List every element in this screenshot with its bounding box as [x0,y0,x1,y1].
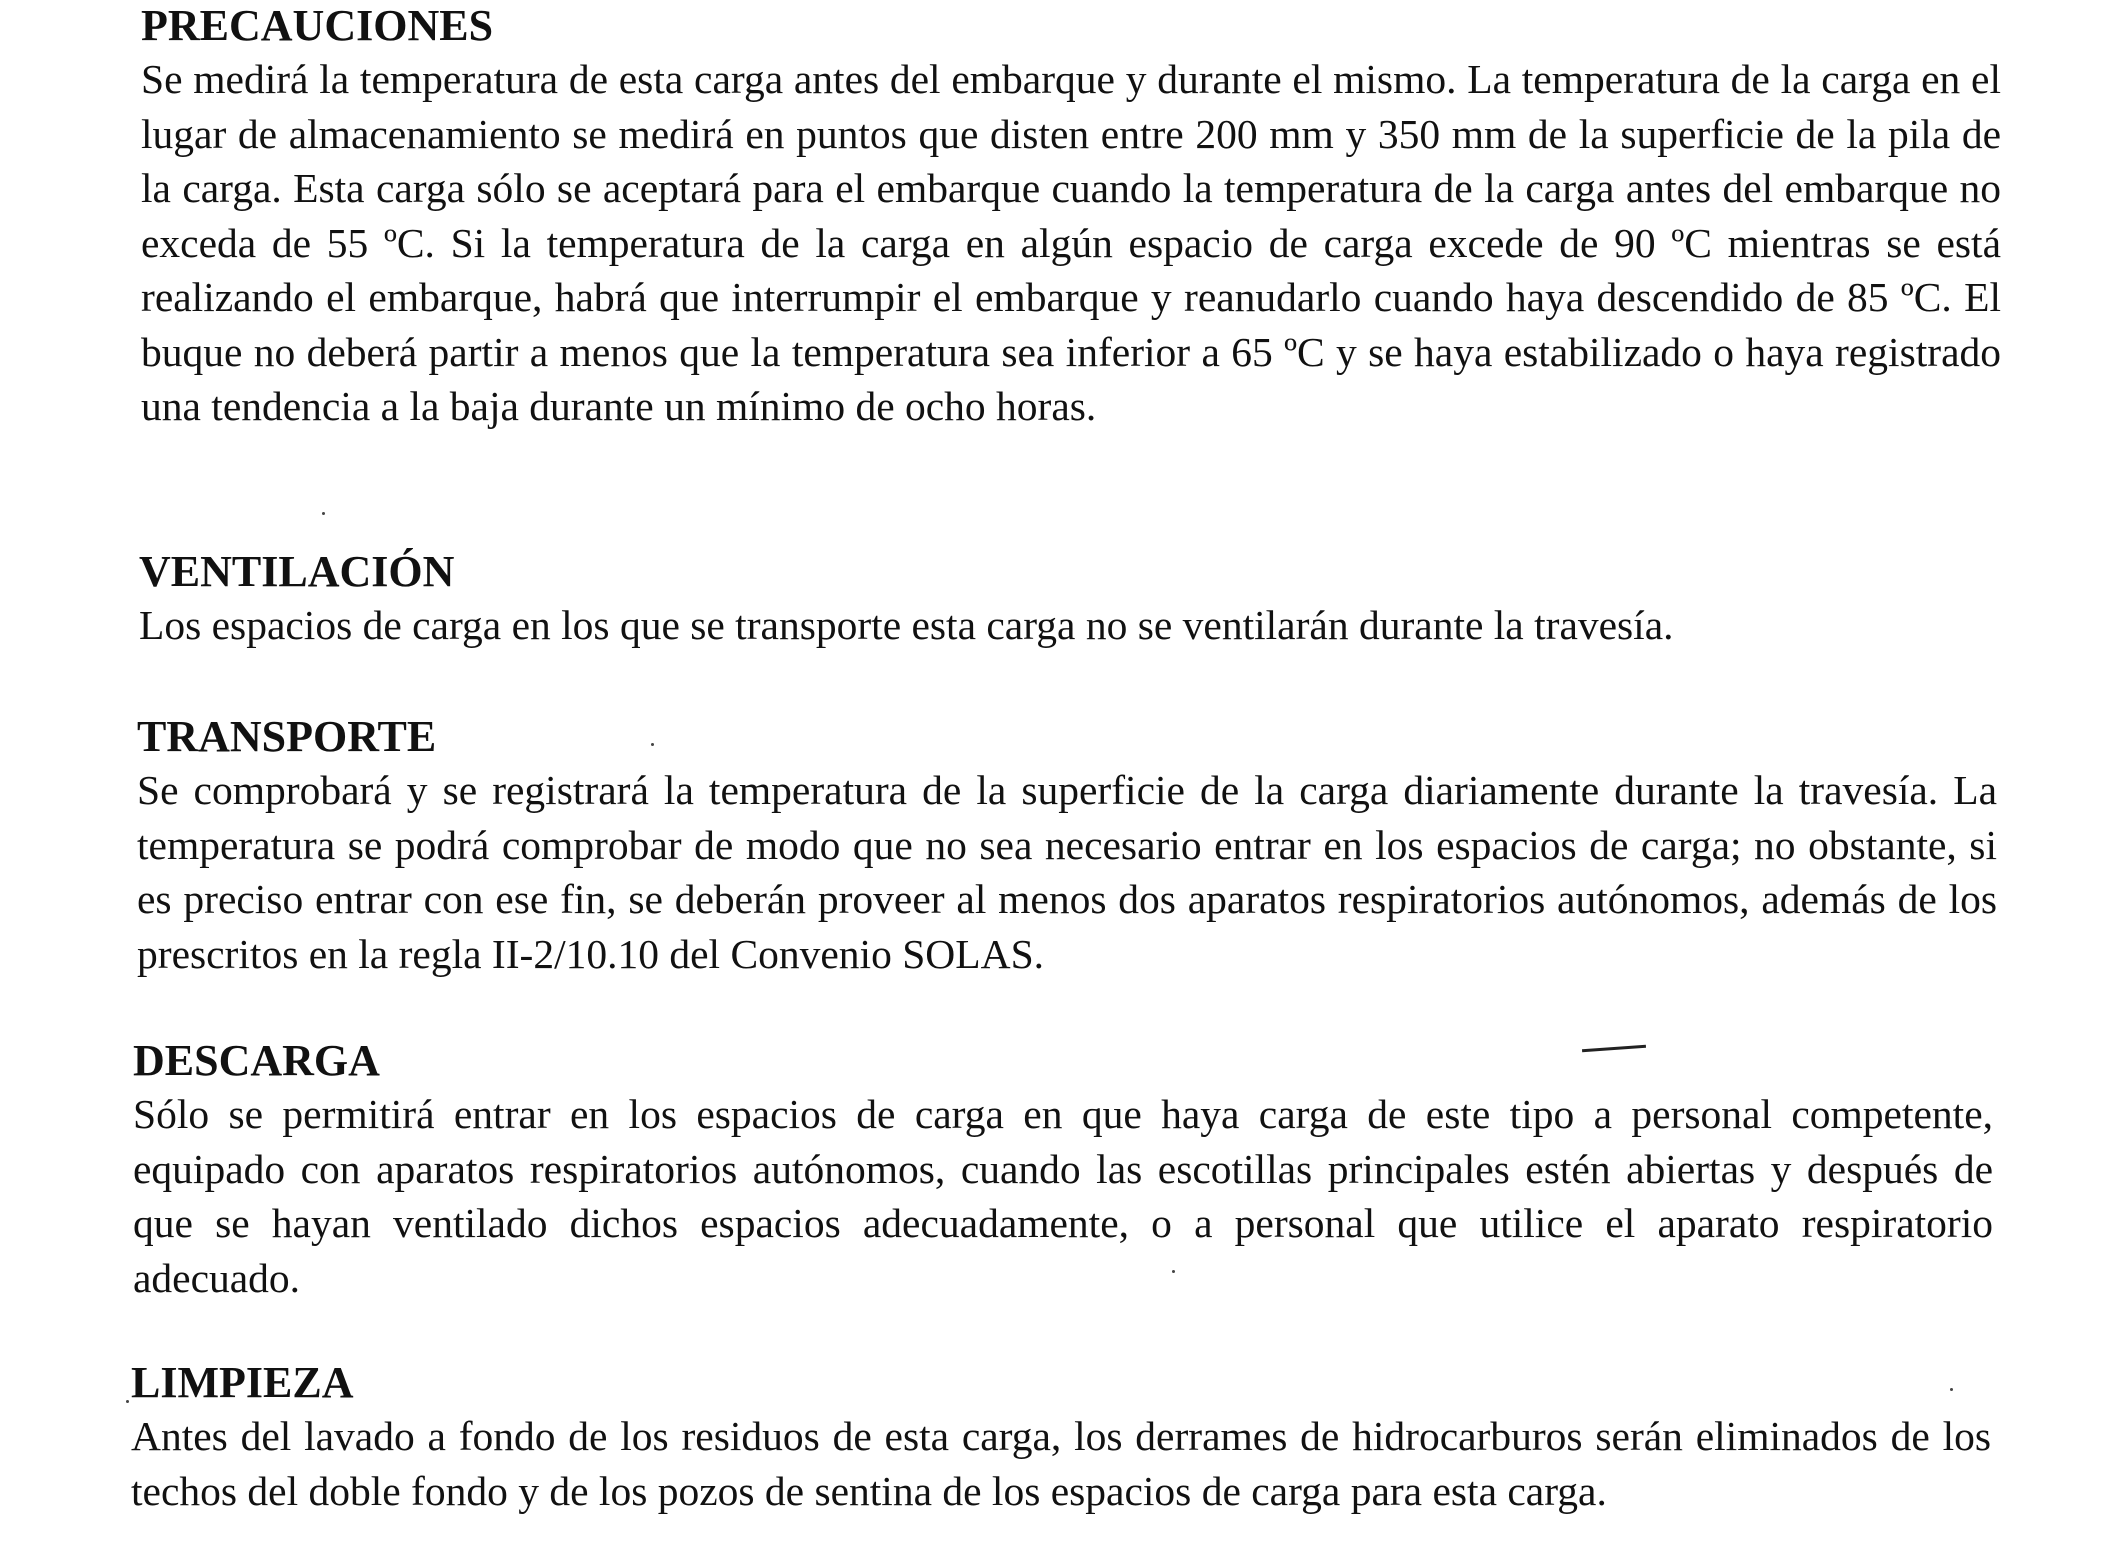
section-text: Sólo se permitirá entrar en los espacios de carga en que haya carga de este tipo a personal competente, equipado con aparatos respiratorios autónomos, cuando las escotillas principales estén abiertas y después de que se hayan ventilado dichos espacios adecuadamente, o a personal que utilice el aparato respiratorio adecuado. [133,1091,1993,1301]
section-ventilacion [139,546,1999,653]
section-heading: TRANSPORTE [137,712,437,761]
scan-speck [1950,1388,1953,1391]
scan-speck [1172,1270,1175,1273]
scan-speck [126,1400,129,1403]
section-precauciones [141,0,2001,434]
section-heading: DESCARGA [133,1036,380,1085]
section-heading: PRECAUCIONES [141,1,494,50]
scan-speck [651,743,654,746]
scan-speck [322,512,325,515]
section-text: Se medirá la temperatura de esta carga antes del embarque y durante el mismo. La temperatura de la carga en el lugar de almacenamiento se medirá en puntos que disten entre 200 mm y 350 mm de la superficie de la pila de la carga. Esta carga sólo se aceptará para el embarque cuando la temperatura de la carga antes del embarque no exceda de 55 ºC. Si la temperatura de la carga en algún espacio de carga excede de 90 ºC mientras se está realizando el embarque, habrá que interrumpir el embarque y reanudarlo cuando haya descendido de 85 ºC. El buque no deberá partir a menos que la temperatura sea inferior a 65 ºC y se haya estabilizado o haya registrado una tendencia a la baja durante un mínimo de ocho horas. [141,56,2001,429]
section-descarga [133,1035,1993,1305]
section-heading: LIMPIEZA [131,1358,354,1407]
section-transporte [137,711,1997,981]
section-limpieza [131,1357,1991,1518]
section-text: Antes del lavado a fondo de los residuos de esta carga, los derrames de hidrocarburos serán eliminados de los techos del doble fondo y de los pozos de sentina de los espacios de carga para esta carga. [131,1413,1991,1514]
section-text: Los espacios de carga en los que se transporte esta carga no se ventilarán durante la travesía. [139,602,1674,648]
section-text: Se comprobará y se registrará la temperatura de la superficie de la carga diariamente durante la travesía. La temperatura se podrá comprobar de modo que no sea necesario entrar en los espacios de carga; no obstante, si es preciso entrar con ese fin, se deberán proveer al menos dos aparatos respiratorios autónomos, además de los prescritos en la regla II-2/10.10 del Convenio SOLAS. [137,767,1997,977]
section-heading: VENTILACIÓN [139,547,455,596]
